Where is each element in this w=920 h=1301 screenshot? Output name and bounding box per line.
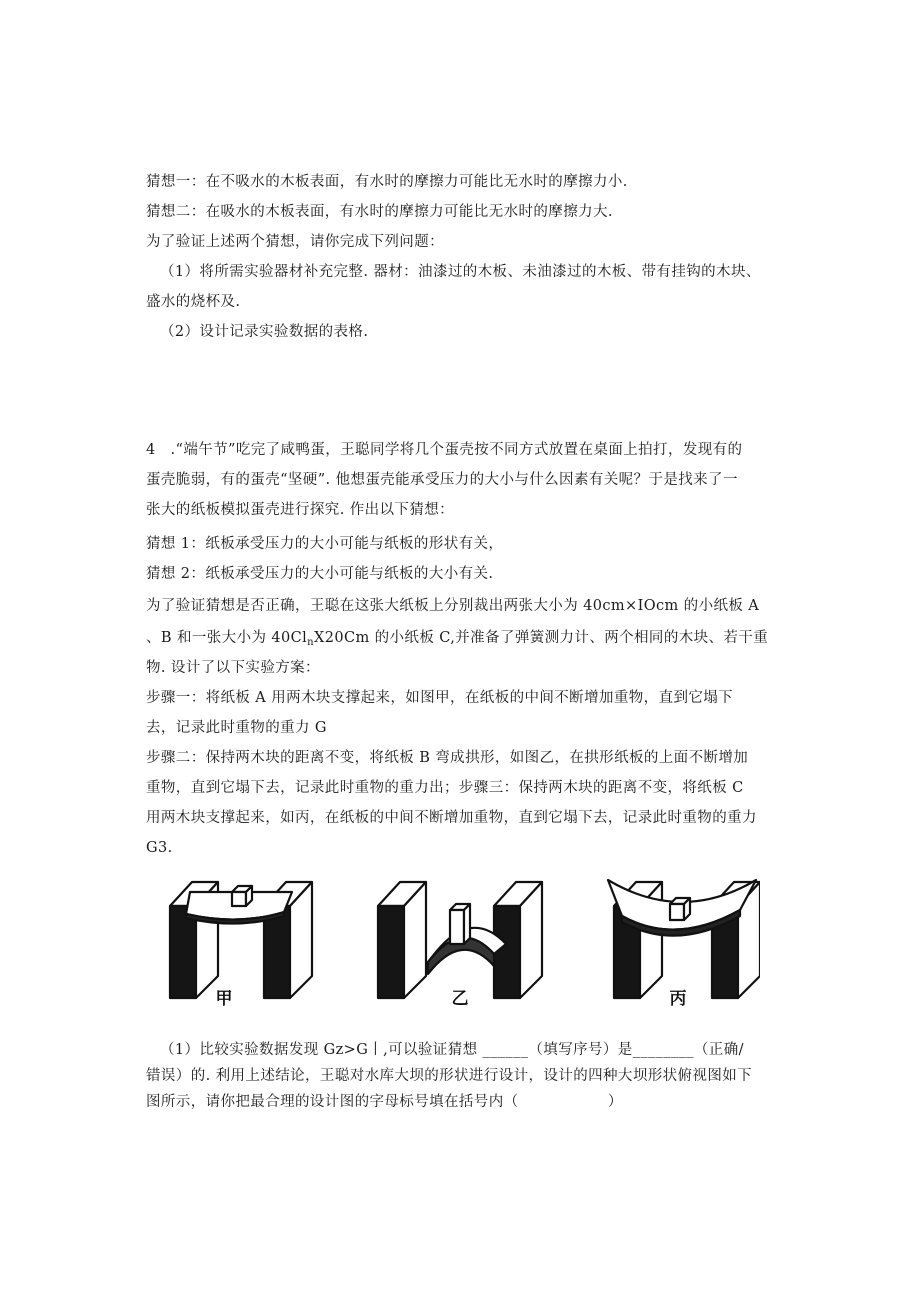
step-3-cont: 用两木块支撑起来，如丙，在纸板的中间不断增加重物，直到它塌下去，记录此时重物的重力 xyxy=(146,810,757,826)
q4-intro: 4 .“端午节”吃完了咸鸭蛋，王聪同学将几个蛋壳按不同方式放置在桌面上拍打，发现有的 xyxy=(146,442,743,458)
task-intro: 为了验证上述两个猜想，请你完成下列问题： xyxy=(146,234,444,250)
guess-1: 猜想 1：纸板承受压力的大小可能与纸板的形状有关， xyxy=(146,536,504,552)
part-1-question-2: 错误）的. 利用上述结论，王聪对水库大坝的形状进行设计，设计的四种大坝形状俯视图如下 xyxy=(146,1068,753,1084)
part-1-question-3: 图所示，请你把最合理的设计图的字母标号填在括号内（ ） xyxy=(146,1094,623,1110)
part-1-question: （1）比较实验数据发现 Gz>G丨,可以验证猜想 ______（填写序号）是________（正确/ xyxy=(160,1042,744,1058)
label-bing: 丙 xyxy=(669,989,687,1009)
task-1-cont: 盛水的烧杯及. xyxy=(146,294,241,310)
task-2: （2）设计记录实验数据的表格. xyxy=(160,324,369,340)
hypothesis-one: 猜想一：在不吸水的木板表面，有水时的摩擦力可能比无水时的摩擦力小. xyxy=(146,174,628,190)
step-2: 步骤二：保持两木块的距离不变，将纸板 B 弯成拱形，如图乙，在拱形纸板的上面不断增加 xyxy=(146,750,749,766)
q4-intro-2: 蛋壳脆弱，有的蛋壳“坚硬”. 他想蛋壳能承受压力的大小与什么因素有关呢？于是找来了一 xyxy=(146,472,738,488)
task-1: （1）将所需实验器材补充完整. 器材：油漆过的木板、未油漆过的木板、带有挂钩的木块、 xyxy=(160,264,761,280)
verify-intro: 为了验证猜想是否正确，王聪在这张大纸板上分别裁出两张大小为 40cm×IOcm 的小纸板 A xyxy=(146,598,760,614)
label-jia: 甲 xyxy=(215,989,233,1009)
guess-2: 猜想 2：纸板承受压力的大小可能与纸板的大小有关. xyxy=(146,566,494,582)
step-2-cont: 重物，直到它塌下去，记录此时重物的重力出；步骤三：保持两木块的距离不变，将纸板 C xyxy=(146,780,744,796)
label-yi: 乙 xyxy=(451,989,469,1009)
figure-jia xyxy=(170,882,312,998)
figure-yi xyxy=(378,882,542,998)
step-1-cont: 去，记录此时重物的重力 G xyxy=(146,720,327,736)
figure-bing xyxy=(608,880,760,998)
experiment-figure xyxy=(166,868,760,1010)
step-1: 步骤一：将纸板 A 用两木块支撑起来，如图甲，在纸板的中间不断增加重物，直到它塌下 xyxy=(146,690,734,706)
verify-intro-3: 物. 设计了以下实验方案： xyxy=(146,660,320,676)
q4-intro-3: 张大的纸板模拟蛋壳进行探究. 作出以下猜想： xyxy=(146,502,455,518)
step-3-end: G3. xyxy=(146,840,173,856)
hypothesis-two: 猜想二：在吸水的木板表面，有水时的摩擦力可能比无水时的摩擦力大. xyxy=(146,204,613,220)
verify-intro-2: 、B 和一张大小为 $40Cl_nX20Cm$ 的小纸板 C,并准备了弹簧测力计、两个相同的木块、若干重 xyxy=(146,630,769,648)
